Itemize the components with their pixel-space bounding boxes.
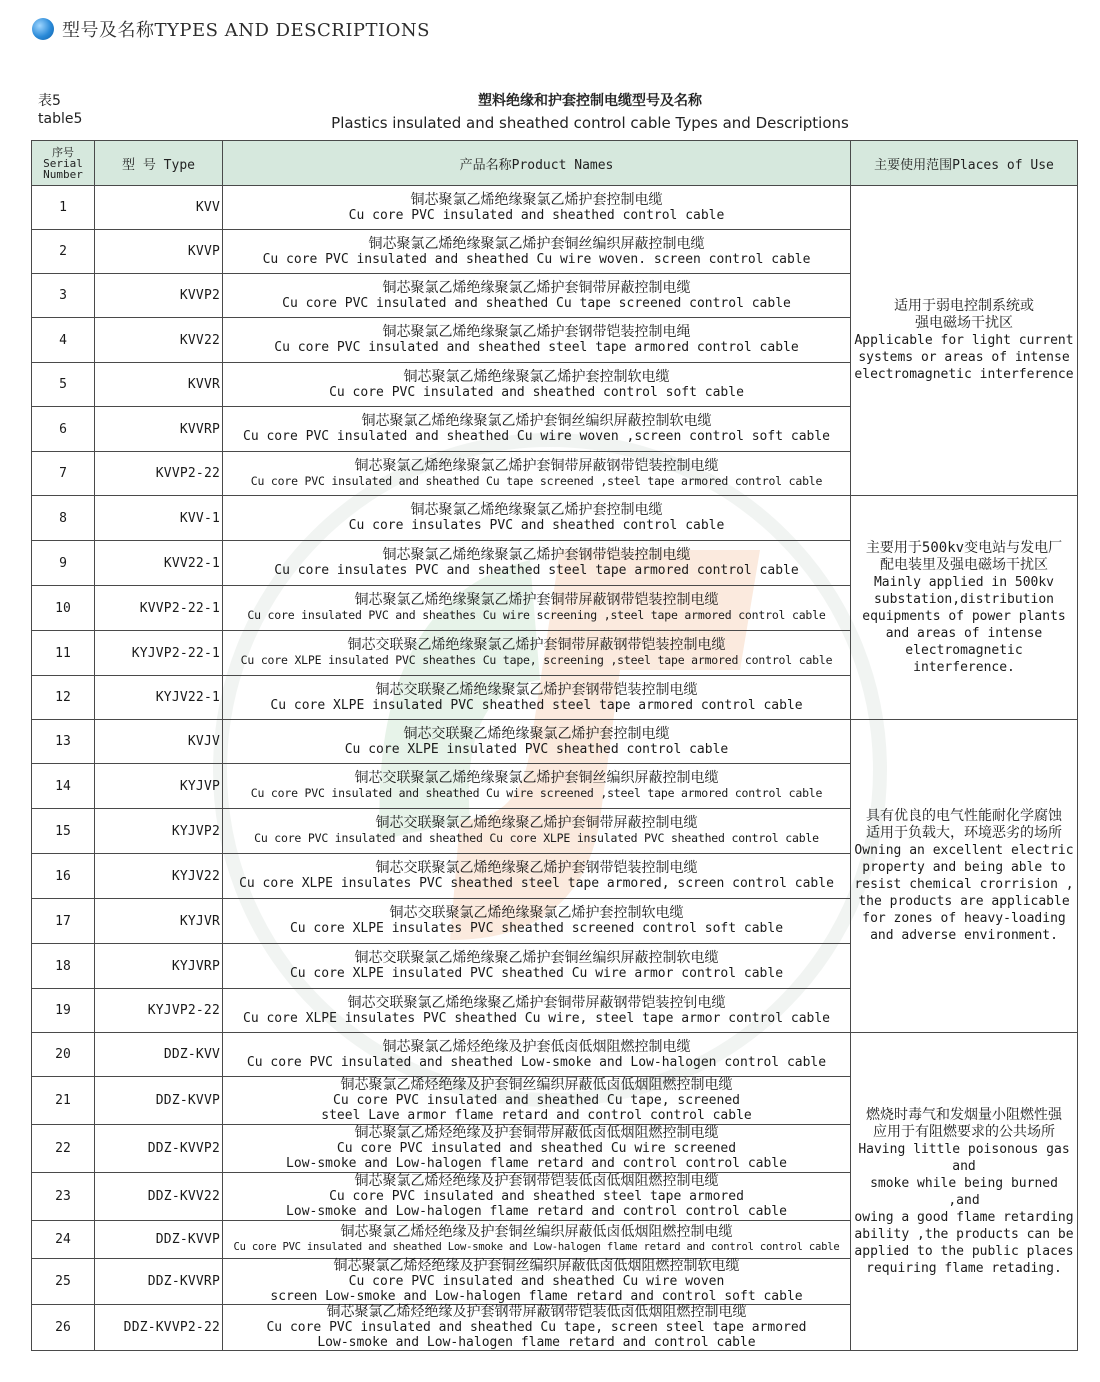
product-name-cn: 铜芯交联聚乙烯绝缘聚氯乙烯护套钢带铠装控制电缆 xyxy=(375,681,698,698)
product-name xyxy=(223,452,851,496)
cable-type: KYJVP2 xyxy=(95,809,223,854)
product-name-cn: 铜芯聚氯乙烯烃绝缘及护套铜丝编织屏蔽低卤低烟阻燃控制软电缆 xyxy=(333,1258,740,1274)
header-serial xyxy=(32,141,95,186)
product-name xyxy=(223,1125,851,1173)
product-name-en: Cu core insulated PVC and sheathes Cu wire screening ,steel tape armored control cable xyxy=(247,608,826,622)
product-name-en: Low-smoke and Low-halogen flame retard and control control cable xyxy=(286,1204,787,1219)
places-of-use xyxy=(851,720,1078,1033)
product-name-cn: 铜芯交联聚氯乙烯绝缘聚氯乙烯护套控制软电缆 xyxy=(389,905,684,921)
serial-number: 7 xyxy=(32,452,95,496)
product-name-en: steel Lave armor flame retard and control control cable xyxy=(321,1108,752,1123)
product-name-cn: 铜芯交联聚乙烯绝缘聚氯乙烯护套铜带屏蔽钢带铠装控制电缆 xyxy=(347,637,726,653)
places-of-use-en: substation,distribution xyxy=(873,591,1054,607)
cable-type: DDZ-KVVP2 xyxy=(95,1125,223,1173)
cable-type: DDZ-KVVP2-22 xyxy=(95,1305,223,1351)
places-of-use-en: the products are applicable xyxy=(858,894,1070,909)
cable-type: KVVP2-22 xyxy=(95,452,223,496)
product-name-cn: 铜芯聚氯乙烯绝缘聚氯乙烯护套控制电缆 xyxy=(410,191,663,208)
cable-type: KVV xyxy=(95,186,223,230)
product-name-en: Cu core PVC insulated and sheathed Cu wire screened xyxy=(336,1141,737,1156)
product-name xyxy=(223,186,851,230)
places-of-use-en: interference. xyxy=(913,659,1015,675)
caption-cn: 塑料绝缘和护套控制电缆型号及名称 xyxy=(478,93,702,109)
product-name-en: Cu core PVC insulated and sheathed steel tape armored xyxy=(329,1189,744,1204)
cable-type: KYJVR xyxy=(95,899,223,944)
product-name xyxy=(223,1077,851,1125)
places-of-use-en: equipments of power plants xyxy=(862,608,1066,624)
serial-number: 21 xyxy=(32,1077,95,1125)
table-row xyxy=(32,496,1078,541)
places-of-use xyxy=(851,186,1078,496)
product-name-en: Cu core XLPE insulates PVC sheathed Cu wire, steel tape armor control cable xyxy=(243,1010,830,1026)
product-name-en: Cu core insulates PVC and sheathed steel tape armored control cable xyxy=(274,563,799,578)
product-name-cn: 铜芯聚氯乙烯烃绝缘及护套钢带屏蔽钢带铠装低卤低烟阻燃控制电缆 xyxy=(326,1304,747,1320)
product-name xyxy=(223,318,851,363)
table-row xyxy=(32,186,1078,230)
product-name xyxy=(223,1033,851,1077)
cable-types-table xyxy=(31,140,1078,1351)
caption-en: Plastics insulated and sheathed control cable Types and Descriptions xyxy=(331,114,849,132)
section-header xyxy=(32,16,430,42)
cable-type: KVV-1 xyxy=(95,496,223,541)
serial-number: 19 xyxy=(32,989,95,1033)
serial-number: 15 xyxy=(32,809,95,854)
product-name-en: Low-smoke and Low-halogen flame retard and control control cable xyxy=(286,1156,787,1171)
cable-type: KYJVRP xyxy=(95,944,223,989)
product-name-en: Cu core XLPE insulated PVC sheathed steel tape armored control cable xyxy=(270,697,803,713)
places-of-use-en: ability ,the products can be xyxy=(854,1226,1074,1242)
product-name-cn: 铜芯交联聚氯乙烯绝缘聚乙烯护套铜丝编织屏蔽控制软电缆 xyxy=(354,950,719,966)
serial-number: 2 xyxy=(32,230,95,274)
cable-type: DDZ-KVV22 xyxy=(95,1173,223,1221)
product-name-en: Cu core PVC insulated and sheathed Low-smoke and Low-halogen control cable xyxy=(246,1054,827,1070)
serial-number: 26 xyxy=(32,1305,95,1351)
table-header-row xyxy=(32,141,1078,186)
serial-number: 24 xyxy=(32,1221,95,1259)
places-of-use-en: for zones of heavy-loading xyxy=(862,911,1066,926)
cable-type: DDZ-KVVP xyxy=(95,1077,223,1125)
serial-number: 9 xyxy=(32,541,95,586)
product-name-cn: 铜芯聚氯乙烯绝缘聚氯乙烯护套铜带屏蔽控制电缆 xyxy=(382,279,691,296)
product-name-en: Cu core XLPE insulates PVC sheathed screened control soft cable xyxy=(289,921,784,936)
product-name-en: screen Low-smoke and Low-halogen flame retard and control soft cable xyxy=(270,1289,803,1304)
product-name xyxy=(223,496,851,541)
product-name xyxy=(223,899,851,944)
table-label-en: table5 xyxy=(38,111,83,127)
cable-type: KYJV22 xyxy=(95,854,223,899)
product-name-en: Cu core PVC insulated and sheathed Cu wire woven ,screen control soft cable xyxy=(243,429,830,444)
header-type: 型 号 Type xyxy=(95,141,223,186)
product-name xyxy=(223,274,851,318)
cable-type: KVV22-1 xyxy=(95,541,223,586)
product-name xyxy=(223,809,851,854)
table-caption xyxy=(300,90,880,134)
places-of-use-cn: 燃烧时毒气和发烟量小阻燃性强 xyxy=(866,1106,1062,1123)
serial-number: 13 xyxy=(32,720,95,764)
places-of-use-cn: 强电磁场干扰区 xyxy=(915,315,1013,331)
product-name xyxy=(223,989,851,1033)
product-name-en: Low-smoke and Low-halogen flame retard and control cable xyxy=(317,1335,756,1350)
serial-number: 3 xyxy=(32,274,95,318)
table-label xyxy=(38,92,82,128)
serial-number: 1 xyxy=(32,186,95,230)
places-of-use xyxy=(851,496,1078,720)
product-name xyxy=(223,541,851,586)
serial-number: 20 xyxy=(32,1033,95,1077)
table-row xyxy=(32,720,1078,764)
product-name xyxy=(223,631,851,676)
product-name xyxy=(223,676,851,720)
places-of-use-en: owing a good flame retarding xyxy=(854,1209,1074,1225)
product-name-cn: 铜芯聚氯乙烯绝缘聚氯乙烯护套铜丝编织屏蔽控制软电缆 xyxy=(361,413,712,429)
serial-number: 12 xyxy=(32,676,95,720)
product-name-en: Cu core PVC insulated and sheathed Cu tape screened ,steel tape armored control cable xyxy=(250,473,823,488)
product-name-en: Cu core PVC insulated and sheathed control cable xyxy=(348,207,725,223)
header-product-name: 产品名称Product Names xyxy=(223,141,851,186)
places-of-use-cn: 具有优良的电气性能耐化学腐蚀 xyxy=(866,808,1062,824)
places-of-use-en: electromagnetic interference xyxy=(854,367,1074,382)
cable-type: DDZ-KVVRP xyxy=(95,1259,223,1305)
places-of-use-en: and areas of intense xyxy=(885,625,1043,641)
places-of-use-en: Having little poisonous gas and xyxy=(858,1141,1070,1174)
places-of-use-en: smoke while being burned ,and xyxy=(870,1175,1058,1208)
serial-number: 23 xyxy=(32,1173,95,1221)
product-name xyxy=(223,1305,851,1351)
cable-type: DDZ-KVV xyxy=(95,1033,223,1077)
cable-type: KVJV xyxy=(95,720,223,764)
product-name xyxy=(223,363,851,407)
cable-type: KYJVP2-22-1 xyxy=(95,631,223,676)
header-serial-cn: 序号 xyxy=(52,145,74,159)
serial-number: 8 xyxy=(32,496,95,541)
serial-number: 17 xyxy=(32,899,95,944)
cable-type: KYJV22-1 xyxy=(95,676,223,720)
product-name-cn: 铜芯聚氯乙烯烃绝缘及护套钢带铠装低卤低烟阻燃控制电缆 xyxy=(354,1173,719,1189)
product-name-cn: 铜芯交联聚乙烯绝缘聚氯乙烯护套控制电缆 xyxy=(403,725,670,742)
product-name-en: Cu core XLPE insulated PVC sheathed control cable xyxy=(344,741,729,757)
places-of-use-en: property and being able to xyxy=(862,860,1066,875)
product-name-en: Cu core XLPE insulated PVC sheathes Cu tape, screening ,steel tape armored control cable xyxy=(240,653,833,667)
cable-type: KYJVP2-22 xyxy=(95,989,223,1033)
places-of-use-en: requiring flame retading. xyxy=(866,1260,1062,1276)
blue-bullet-icon xyxy=(32,18,54,40)
cable-type: KVVP xyxy=(95,230,223,274)
serial-number: 16 xyxy=(32,854,95,899)
cable-type: KVV22 xyxy=(95,318,223,363)
places-of-use xyxy=(851,1033,1078,1351)
product-name xyxy=(223,944,851,989)
serial-number: 14 xyxy=(32,764,95,809)
product-name-cn: 铜芯聚氯乙烯绝缘聚氯乙烯护套控制软电缆 xyxy=(403,368,670,385)
table-body xyxy=(32,186,1078,1351)
section-title: 型号及名称TYPES AND DESCRIPTIONS xyxy=(62,20,430,41)
header-serial-en2: Number xyxy=(43,167,83,181)
product-name-en: Cu core PVC insulated and sheathed control soft cable xyxy=(329,384,744,400)
product-name-en: Cu core PVC insulated and sheathed steel tape armored control cable xyxy=(274,340,799,355)
serial-number: 18 xyxy=(32,944,95,989)
product-name-cn: 铜芯聚氯乙烯绝缘聚氯乙烯护套铜带屏蔽钢带铠装控制电缆 xyxy=(354,592,719,608)
places-of-use-en: applied to the public places xyxy=(854,1243,1074,1259)
serial-number: 10 xyxy=(32,586,95,631)
product-name-cn: 铜芯聚氯乙烯绝缘聚氯乙烯护套控制电缆 xyxy=(410,502,663,518)
product-name-en: Cu core XLPE insulates PVC sheathed steel tape armored, screen control cable xyxy=(239,876,834,891)
product-name xyxy=(223,1221,851,1259)
product-name xyxy=(223,586,851,631)
product-name xyxy=(223,407,851,452)
serial-number: 22 xyxy=(32,1125,95,1173)
places-of-use-en: resist chemical crorrision , xyxy=(854,877,1074,892)
product-name xyxy=(223,230,851,274)
serial-number: 6 xyxy=(32,407,95,452)
cable-type: KVVP2 xyxy=(95,274,223,318)
places-of-use-en: and adverse environment. xyxy=(870,928,1058,943)
places-of-use-cn: 配电装里及强电磁场干扰区 xyxy=(880,556,1048,573)
product-name-en: Cu core insulates PVC and sheathed control cable xyxy=(348,518,725,533)
header-places-of-use: 主要使用范围Places of Use xyxy=(851,141,1078,186)
places-of-use-en: Mainly applied in 500kv xyxy=(873,574,1054,590)
places-of-use-cn: 主要用于500kv变电站与发电厂 xyxy=(865,539,1063,556)
serial-number: 5 xyxy=(32,363,95,407)
product-name-en: Cu core XLPE insulated PVC sheathed Cu wire armor control cable xyxy=(289,966,784,981)
places-of-use-cn: 应用于有阻燃要求的公共场所 xyxy=(873,1123,1055,1140)
product-name-en: Cu core PVC insulated and sheathed Low-smoke and Low-halogen flame retard and control control cable xyxy=(233,1240,840,1253)
serial-number: 11 xyxy=(32,631,95,676)
product-name xyxy=(223,1259,851,1305)
product-name-cn: 铜芯聚氯乙烯烃绝缘及护套低卤低烟阻燃控制电缆 xyxy=(382,1038,691,1055)
product-name-cn: 铜芯聚氯乙烯绝缘聚氯乙烯护套钢带铠装控制电缆 xyxy=(382,547,691,563)
product-name-en: Cu core PVC insulated and sheathed Cu tape, screened xyxy=(333,1093,740,1108)
table-row xyxy=(32,1033,1078,1077)
product-name-en: Cu core PVC insulated and sheathed Cu wire woven. screen control cable xyxy=(262,251,811,267)
cable-type: KVVR xyxy=(95,363,223,407)
product-name-cn: 铜芯聚氯乙烯绝缘聚氯乙烯护套钢带铠装控制电绳 xyxy=(382,324,691,340)
serial-number: 25 xyxy=(32,1259,95,1305)
places-of-use-en: systems or areas of intense xyxy=(858,350,1070,365)
product-name xyxy=(223,720,851,764)
product-name-cn: 铜芯交联聚氯乙烯绝缘聚乙烯护套铜带屏蔽钢带铠装控钊电缆 xyxy=(347,994,726,1011)
product-name-cn: 铜芯聚氯乙烯绝缘聚氯乙烯护套铜带屏蔽钢带铠装控制电缆 xyxy=(354,457,719,474)
places-of-use-cn: 适用于弱电控制系统或 xyxy=(894,298,1034,314)
places-of-use-en: Owning an excellent electric xyxy=(854,843,1074,858)
header-serial-en1: Serial xyxy=(43,156,83,170)
places-of-use-en: electromagnetic xyxy=(905,642,1023,658)
product-name-en: Cu core PVC insulated and sheathed Cu wire screened ,steel tape armored control cable xyxy=(250,786,823,800)
product-name-en: Cu core PVC insulated and sheathed Cu core XLPE insulated PVC sheathed control cable xyxy=(254,831,819,845)
places-of-use-en: Applicable for light current xyxy=(854,333,1074,348)
product-name-en: Cu core PVC insulated and sheathed Cu wire woven xyxy=(348,1274,725,1289)
product-name-en: Cu core PVC insulated and sheathed Cu tape screened control cable xyxy=(282,295,791,311)
cable-type: KVVRP xyxy=(95,407,223,452)
product-name xyxy=(223,764,851,809)
product-name-cn: 铜芯聚氯乙烯烃绝缘及护套铜丝编织屏蔽低卤低烟阻燃控制电缆 xyxy=(340,1077,733,1093)
product-name xyxy=(223,1173,851,1221)
places-of-use-cn: 适用于负载大，环境恶劣的场所 xyxy=(866,825,1062,841)
product-name-cn: 铜芯交联聚氯乙烯绝缘聚氯乙烯护套铜丝编织屏蔽控制电缆 xyxy=(354,770,719,786)
cable-type: KVVP2-22-1 xyxy=(95,586,223,631)
product-name-en: Cu core PVC insulated and sheathed Cu tape, screen steel tape armored xyxy=(266,1320,807,1335)
serial-number: 4 xyxy=(32,318,95,363)
product-name-cn: 铜芯交联聚氯乙烯绝缘聚乙烯护套铜带屏蔽控制电缆 xyxy=(375,815,698,831)
product-name xyxy=(223,854,851,899)
product-name-cn: 铜芯交联聚氯乙烯绝缘聚乙烯护套钢带铠装控制电缆 xyxy=(375,860,698,876)
cable-type: KYJVP xyxy=(95,764,223,809)
product-name-cn: 铜芯聚氯乙烯烃绝缘及护套铜带屏蔽低卤低烟阻燃控制电缆 xyxy=(354,1125,719,1141)
table-label-cn: 表5 xyxy=(38,93,61,109)
cable-type: DDZ-KVVP xyxy=(95,1221,223,1259)
product-name-cn: 铜芯聚氯乙烯烃绝缘及护套铜丝编织屏蔽低卤低烟阻燃控制电缆 xyxy=(340,1223,733,1240)
product-name-cn: 铜芯聚氯乙烯绝缘聚氯乙烯护套铜丝编织屏蔽控制电缆 xyxy=(368,235,705,252)
